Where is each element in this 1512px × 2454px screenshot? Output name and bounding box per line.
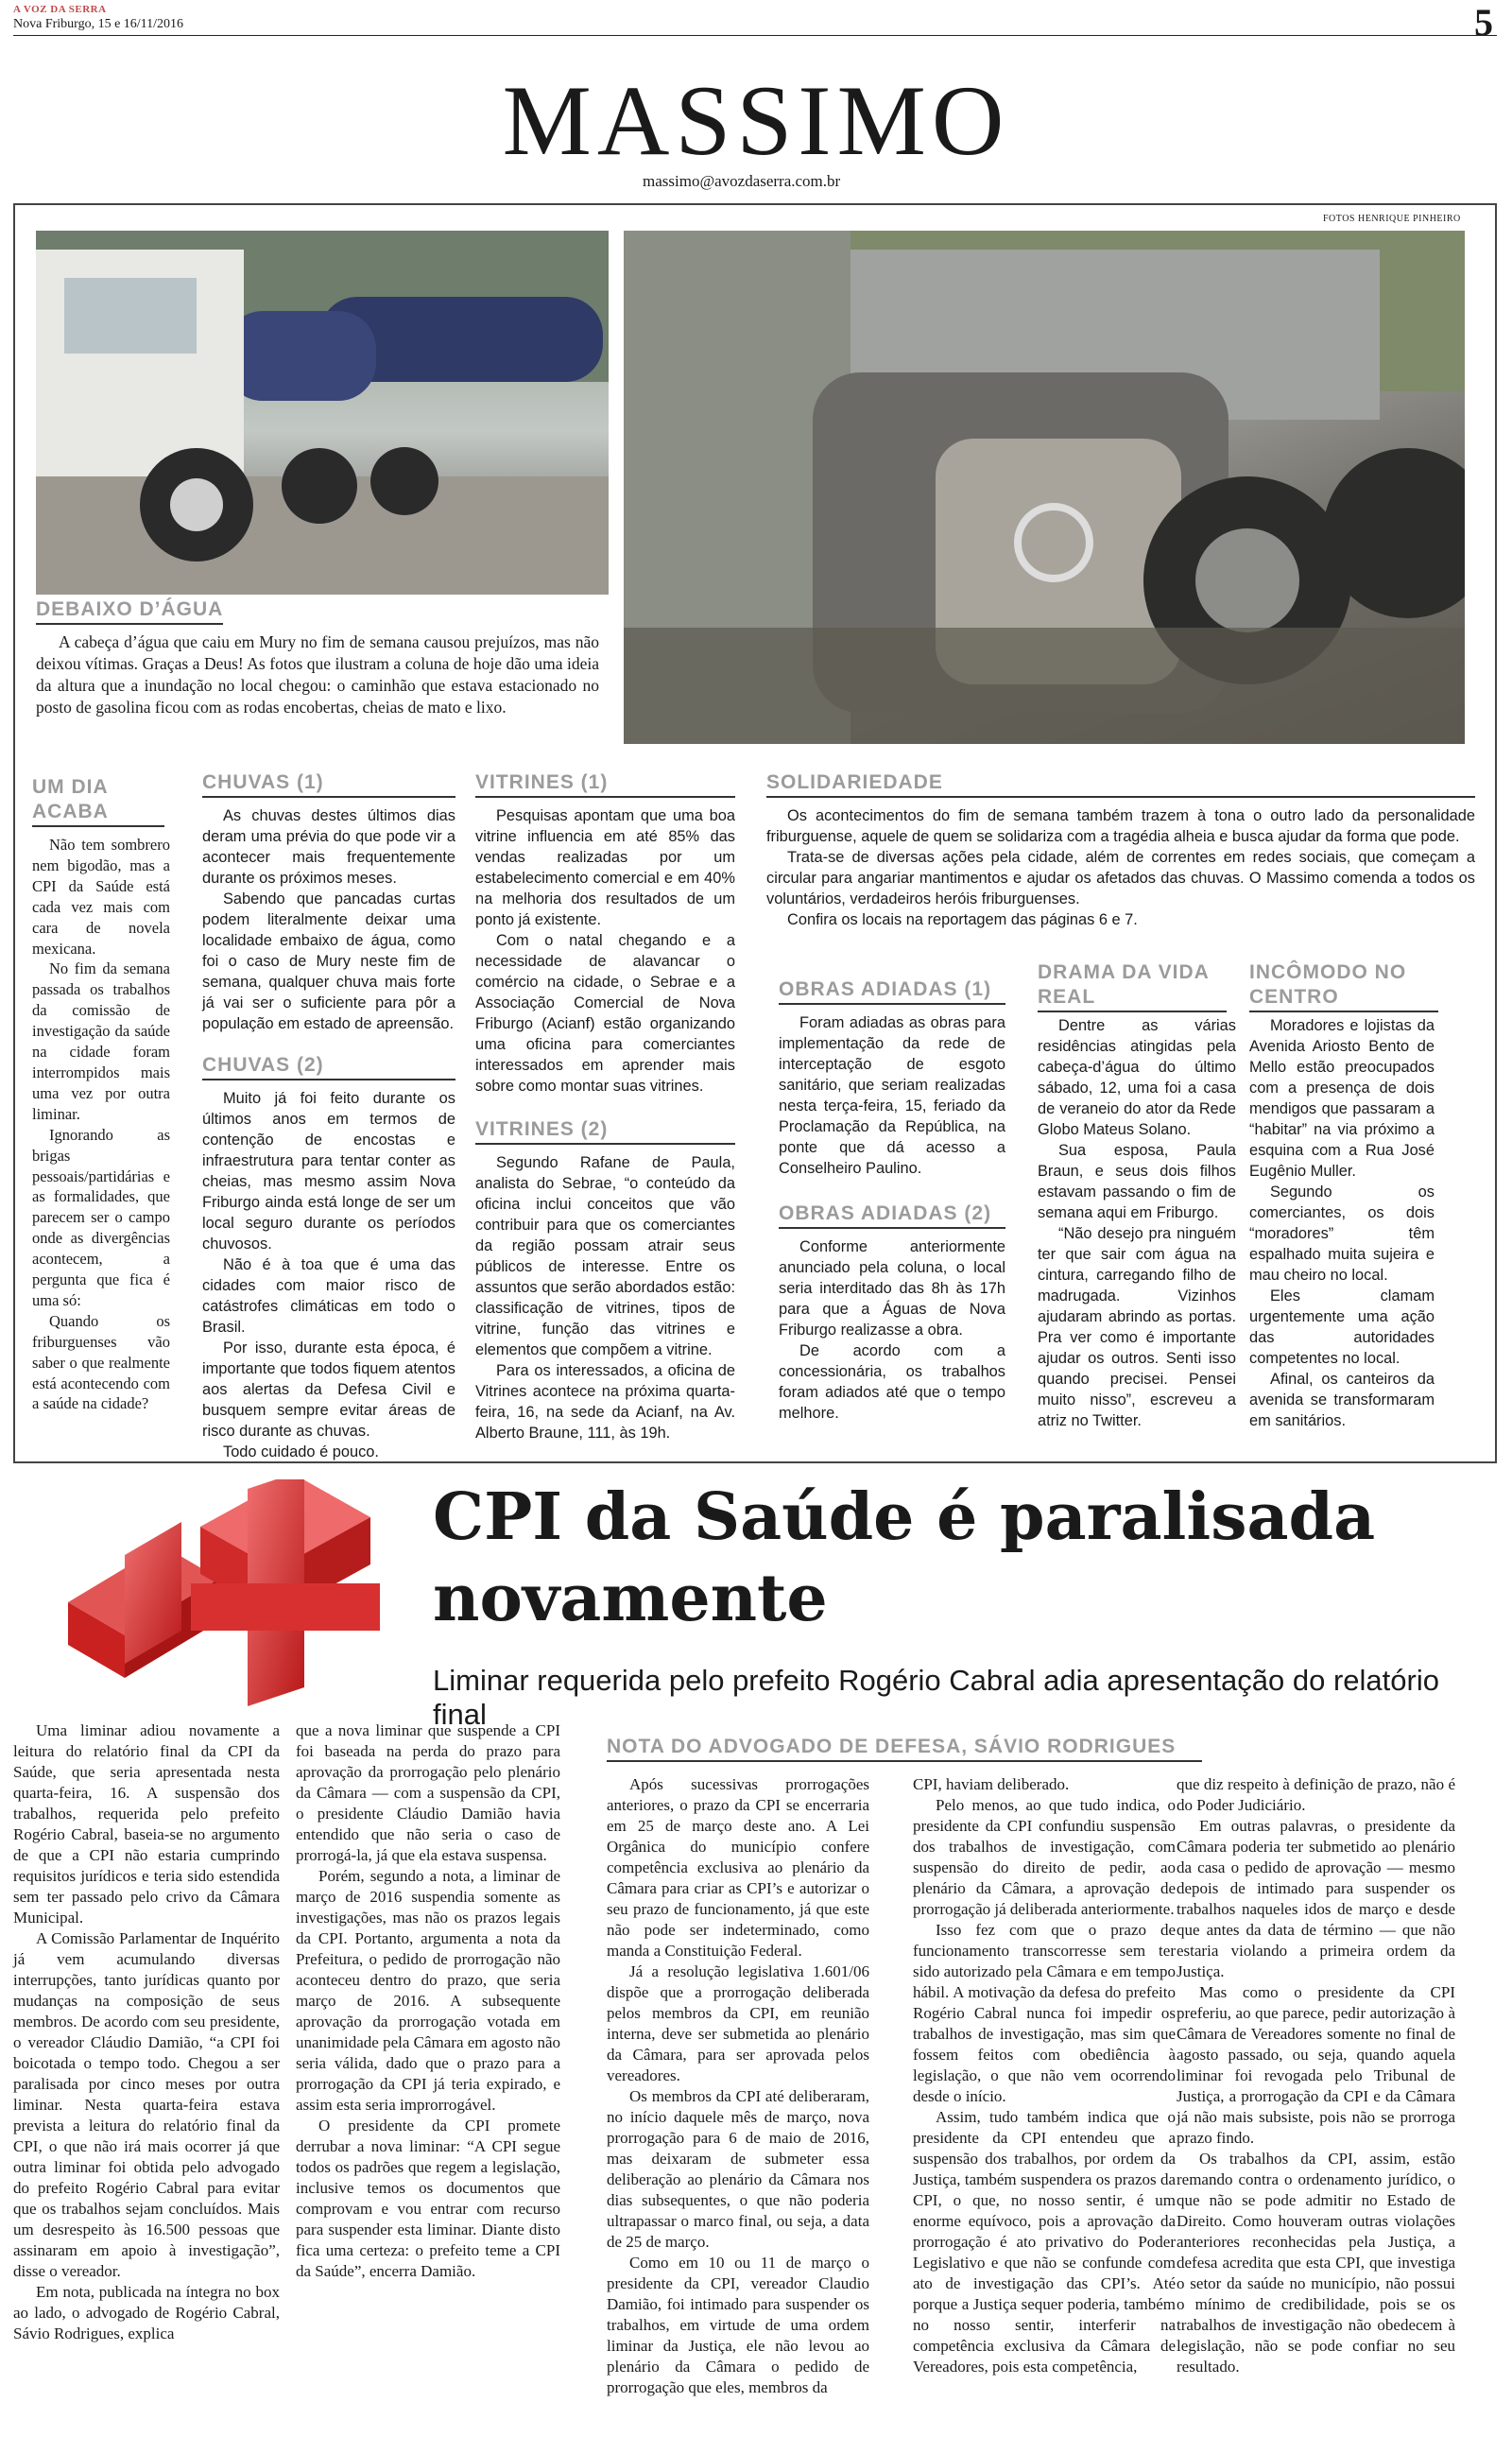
paragraph: De acordo com a concessionária, os trabalhos foram adiados até que o tempo melhore. [779,1342,1005,1422]
truck-closeup-illustration [624,231,1465,744]
page-number: 5 [1474,1,1493,43]
incomodo-kicker: INCÔMODO NO CENTRO [1249,960,1438,1012]
paragraph: Trata-se de diversas ações pela cidade, além de correntes em redes sociais, que começam a circular para angariar mantimentos e ajudar os afetados das chuvas. O Massimo comenda a todos os voluntários, verdadeiros heróis friburguenses. [766,849,1475,907]
paragraph: Dentre as várias residências atingidas pela cabeça-d’água do último sábado, 12, uma foi a casa de veraneio do ator da Rede Globo Mateus Solano. [1038,1017,1236,1138]
newspaper-name: A VOZ DA SERRA [13,4,107,15]
incomodo-text [1249,1015,1435,1431]
paragraph: que diz respeito à definição de prazo, não é do Poder Judiciário. [1177,1775,1455,1814]
chuvas2-kicker: CHUVAS (2) [202,1053,455,1080]
story-subheadline: Liminar requerida pelo prefeito Rogério Cabral adia apresentação do relatório final [433,1664,1439,1731]
red-cross-icon [21,1479,437,1725]
column-email[interactable]: massimo@avozdaserra.com.br [643,172,841,190]
paragraph: A Comissão Parlamentar de Inquérito já vem acumulando diversas interrupções, tanto jurídicas quanto por mudanças na composição de seus membros. De acordo com seu presidente, o vereador Cláudio Damião, “a CPI foi boicotada o tempo todo. Chegou a ser paralisada por cinco meses por outra liminar. Nesta quarta-feira estava prevista a leitura do relatório final da CPI, o que não irá mais ocorrer já que outra liminar foi obtida pelo advogado do prefeito Rogério Cabral para evitar que os trabalhos sejam concluídos. Mais um desrespeito às 16.500 pessoas que assinaram em apoio à investigação”, disse o vereador. [13,1929,280,2280]
paragraph: Porém, segundo a nota, a liminar de março de 2016 suspendia somente as investigações, mas não os prazos legais da CPI. Portanto, argumenta a nota da Prefeitura, o pedido de prorrogação não aconteceu dentro do prazo, que seria março de 2016. A subsequente aprovação da prorrogação votada em unanimidade pela Câmara em agosto não seria válida, dado que o prazo para a prorrogação da CPI já teria expirado, e assim esta seria improrrogável. [296,1867,560,2114]
paragraph: Isso fez com que o prazo de funcionamento transcorresse sem ter sido autorizado pela Câmara e em tempo hábil. A motivação da defesa do prefeito Rogério Cabral nunca foi impedir os trabalhos de investigação, mas sim que fossem feitos com obediência à legislação, o que não vem ocorrendo desde o início. [913,1921,1176,2105]
drama-kicker: DRAMA DA VIDA REAL [1038,960,1227,1012]
paragraph: que a nova liminar que suspende a CPI foi baseada na perda do prazo para aprovação da prorrogação pelo plenário da Câmara — com a suspensão da CPI, o presidente Cláudio Damião havia entendido que não seria o caso de prorrogá-la, já que ela estava suspensa. [296,1721,560,1864]
chuvas2-text [202,1088,455,1462]
paragraph: Os acontecimentos do fim de semana também trazem à tona o outro lado da personalidade friburguense, aquele de quem se solidariza com a tragédia alheia e busca ajudar da forma que pode. [766,807,1475,845]
obras1-text [779,1012,1005,1179]
nota-column-2 [913,1774,1176,2377]
issue-date: Nova Friburgo, 15 e 16/11/2016 [13,17,184,31]
photo-flooded-tankers [36,231,609,595]
paragraph: Ignorando as brigas pessoais/partidárias e as formalidades, que parecem ser o campo onde as divergências acontecem, a pergunta que fica é uma só: [32,1125,170,1309]
paragraph: Pelo menos, ao que tudo indica, o presidente da CPI confundiu suspensão dos trabalhos de investigação, com suspensão do direito de pedir, ao plenário da Câmara, a aprovação de prorrogação já deliberada anteriormente. [913,1796,1176,1918]
paragraph: Os membros da CPI até deliberaram, no início daquele mês de março, nova prorrogação para 6 de maio de 2016, mas deixaram de submeter essa deliberação ao plenário da Câmara nos dias subsequentes, o que não poderia ultrapassar o marco final, ou seja, a data de 25 de março. [607,2087,869,2251]
paragraph: No fim da semana passada os trabalhos da comissão de investigação da saúde na cidade foram interrompidos mais uma vez por outra liminar. [32,959,170,1123]
obras2-kicker: OBRAS ADIADAS (2) [779,1201,1005,1229]
chuvas1-text [202,805,455,1034]
paragraph: Não tem sombrero nem bigodão, mas a CPI da Saúde está cada vez mais com cara de novela mexicana. [32,836,170,958]
paragraph: Com o natal chegando e a necessidade de alavancar o comércio na cidade, o Sebrae e a Associação Comercial de Nova Friburgo (Acianf) estão organizando uma oficina para comerciantes interessados em aprender mais sobre como montar suas vitrines. [475,932,735,1095]
obras2-text [779,1236,1005,1424]
drama-text [1038,1015,1236,1431]
vitrines2-kicker: VITRINES (2) [475,1117,735,1145]
paragraph: Moradores e lojistas da Avenida Ariosto Bento de Mello estão preocupados com a presença de dois mendigos que passaram a “habitar” na via próximo a esquina com a Rua José Eugênio Muller. [1249,1017,1435,1180]
paragraph: Sabendo que pancadas curtas podem literalmente deixar uma localidade embaixo de água, como foi o caso de Mury neste fim de semana, qualquer chuva mais forte já vai ser o suficiente para pôr a população em estado de apreensão. [202,890,455,1032]
paragraph: O presidente da CPI promete derrubar a nova liminar: “A CPI segue todos os padrões que regem a legislação, inclusive temos os documentos que comprovam e vou entrar com recurso para suspender esta liminar. Diante disto fica uma certeza: o prefeito teme a CPI da Saúde”, encerra Damião. [296,2117,560,2280]
paragraph: Uma liminar adiou novamente a leitura do relatório final da CPI da Saúde, que seria apresentada nesta quarta-feira, 16. A suspensão dos trabalhos, requerida pelo prefeito Rogério Cabral, baseia-se no argumento de que a CPI não estaria cumprindo requisitos jurídicos e teria sido estendida sem ter passado pelo crivo da Câmara Municipal. [13,1721,280,1927]
red-cross-image [21,1479,437,1725]
paragraph: “Não desejo pra ninguém ter que sair com água na cintura, carregando filho de madrugada. Vizinhos ajudaram abrindo as portas. Pra ver como é importante ajudar os outros. Senti isso quando precisei. Pensei muito nisso”, escreveu a atriz no Twitter. [1038,1225,1236,1429]
nota-column-1 [607,1774,869,2398]
paragraph: Segundo Rafane de Paula, analista do Sebrae, “o conteúdo da oficina inclui conceitos que vão contribuir para que os comerciantes da região possam atrair seus públicos de interesse. Entre os assuntos que serão abordados estão: classificação de vitrines, tipos de vitrine, função das vitrines e elementos que compõem a vitrine. [475,1154,735,1358]
chuvas1-kicker: CHUVAS (1) [202,770,455,798]
story-column-1 [13,1720,280,2344]
paragraph: Os trabalhos da CPI, assim, estão remando contra o ordenamento jurídico, o que não se pode admitir no Estado de Direito. Como houveram outras violações anteriores reconhecidas pela Justiça, a defesa acredita que esta CPI, que investiga o setor da saúde no município, não possui o mínimo de credibilidade, pois se os trabalhos de investigação não obedecem à legislação, não se pode confiar no seu resultado. [1177,2150,1455,2376]
paragraph: Muito já foi feito durante os últimos anos em termos de contenção de encostas e infraestrutura para tentar conter as cheias, mas mesmo assim Nova Friburgo ainda está longe de ser um local seguro durante os períodos chuvosos. [202,1090,455,1253]
paragraph: Quando os friburguenses vão saber o que realmente está acontecendo com a saúde na cidade? [32,1311,170,1413]
paragraph: Eles clamam urgentemente uma ação das autoridades competentes no local. [1249,1287,1435,1367]
paragraph: CPI, haviam deliberado. [913,1775,1070,1793]
paragraph: Para os interessados, a oficina de Vitrines acontece na próxima quarta-feira, 16, na sede da Acianf, na Av. Alberto Braune, 111, às 19h. [475,1362,735,1442]
tanker-truck-illustration [36,231,609,595]
paragraph: As chuvas destes últimos dias deram uma prévia do que pode vir a acontecer mais frequentemente durante os próximos meses. [202,807,455,887]
paragraph: Mas como o presidente da CPI preferiu, ao que parece, pedir autorização à Câmara de Vereadores somente no final de agosto passado, ou seja, quando aquela liminar foi revogada pelo Tribunal de Justiça, a prorrogação da CPI e da Câmara já não mais subsiste, pois não se prorroga prazo findo. [1177,1983,1455,2147]
paragraph: Assim, tudo também indica que o presidente da CPI entendeu que a suspensão dos trabalhos, por ordem da Justiça, também suspendera os prazos da CPI, o que, no nosso sentir, é um enorme equívoco, pois a aprovação da prorrogação é ato privativo do Poder Legislativo e que não se confunde com ato de investigação das CPI’s. Até porque a Justiça sequer poderia, também no nosso sentir, interferir na competência exclusiva da Câmara de Vereadores, pois esta competência, [913,2108,1176,2376]
debaixo-paragraph: A cabeça d’água que caiu em Mury no fim de semana causou prejuízos, mas não deixou vítimas. Graças a Deus! As fotos que ilustram a coluna de hoje dão uma ideia da altura que a inundação no local chegou: o caminhão que estava estacionado no posto de gasolina ficou com as rodas encobertas, cheias de mato e lixo. [36,632,599,717]
vitrines1-text [475,805,735,1097]
solidariedade-text [766,805,1475,930]
vitrines1-kicker: VITRINES (1) [475,770,735,798]
um-dia-text [32,835,170,1414]
paragraph: Por isso, durante esta época, é importante que todos fiquem atentos aos alertas da Defesa Civil e busquem sempre evitar áreas de risco durante as chuvas. [202,1339,455,1440]
paragraph: Em outras palavras, o presidente da Câmara poderia ter submetido ao plenário da casa o pedido de aprovação — mesmo depois de intimado para suspender os trabalhos naqueles idos de março e desde que antes da data de término — que não estaria violando a primeira ordem da Justiça. [1177,1817,1455,1980]
paragraph: Em nota, publicada na íntegra no box ao lado, o advogado de Rogério Cabral, Sávio Rodrigues, explica [13,2283,280,2342]
paragraph: Confira os locais na reportagem das páginas 6 e 7. [787,911,1138,928]
header-rule [13,35,1497,36]
paragraph: Como em 10 ou 11 de março o presidente da CPI, vereador Claudio Damião, foi intimado para suspender os trabalhos, em virtude de uma ordem liminar da Justiça, ele não levou ao plenário da Câmara o pedido de prorrogação que eles, membros da [607,2254,869,2396]
paragraph: Todo cuidado é pouco. [223,1443,379,1460]
solidariedade-kicker: SOLIDARIEDADE [766,770,1475,798]
paragraph: Afinal, os canteiros da avenida se transformaram em sanitários. [1249,1371,1435,1429]
paragraph: Foram adiadas as obras para implementação da rede de interceptação de esgoto sanitário, que seriam realizadas nesta terça-feira, 15, feriado da Proclamação da República, na ponte que dá acesso a Conselheiro Paulino. [779,1014,1005,1177]
nota-column-3 [1177,1774,1455,2377]
paragraph: Pesquisas apontam que uma boa vitrine influencia em até 85% das vendas realizadas por um estabelecimento comercial e em 40% na melhoria dos resultados de um ponto já existente. [475,807,735,928]
paragraph: Segundo os comerciantes, os dois “moradores” têm espalhado muita sujeira e mau cheiro no local. [1249,1184,1435,1284]
paragraph: Sua esposa, Paula Braun, e seus dois filhos estavam passando o fim de semana aqui em Friburgo. [1038,1142,1236,1221]
paragraph: Após sucessivas prorrogações anteriores, o prazo da CPI se encerraria em 25 de março deste ano. A Lei Orgânica do município confere competência exclusiva ao plenário da Câmara para criar as CPI’s e autorizar o seu prazo de funcionamento, já que este não pode ser indeterminado, como manda a Constituição Federal. [607,1775,869,1960]
debaixo-kicker: DEBAIXO D’ÁGUA [36,597,223,625]
paragraph: Conforme anteriormente anunciado pela coluna, o local seria interditado das 8h às 17h para que a Águas de Nova Friburgo realizasse a obra. [779,1238,1005,1339]
um-dia-kicker: UM DIA ACABA [32,775,164,827]
photo-truck-wheel-debris [624,231,1465,744]
nota-kicker: NOTA DO ADVOGADO DE DEFESA, SÁVIO RODRIGUES [607,1735,1202,1762]
debaixo-caption [36,631,599,718]
paragraph: Não é à toa que é uma das cidades com maior risco de catástrofes climáticas em todo o Brasil. [202,1256,455,1336]
story-column-2 [296,1720,560,2282]
story-headline: CPI da Saúde é paralisada novamente [433,1479,1376,1636]
photo-credit: FOTOS HENRIQUE PINHEIRO [1323,214,1461,224]
obras1-kicker: OBRAS ADIADAS (1) [779,977,1005,1005]
vitrines2-text [475,1152,735,1443]
paragraph: Já a resolução legislativa 1.601/06 dispõe que a prorrogação deliberada pelos membros da CPI, em reunião interna, deve ser submetida ao plenário da Câmara, para ser aprovada pelos vereadores. [607,1962,869,2084]
column-title: MASSIMO [502,65,1010,176]
